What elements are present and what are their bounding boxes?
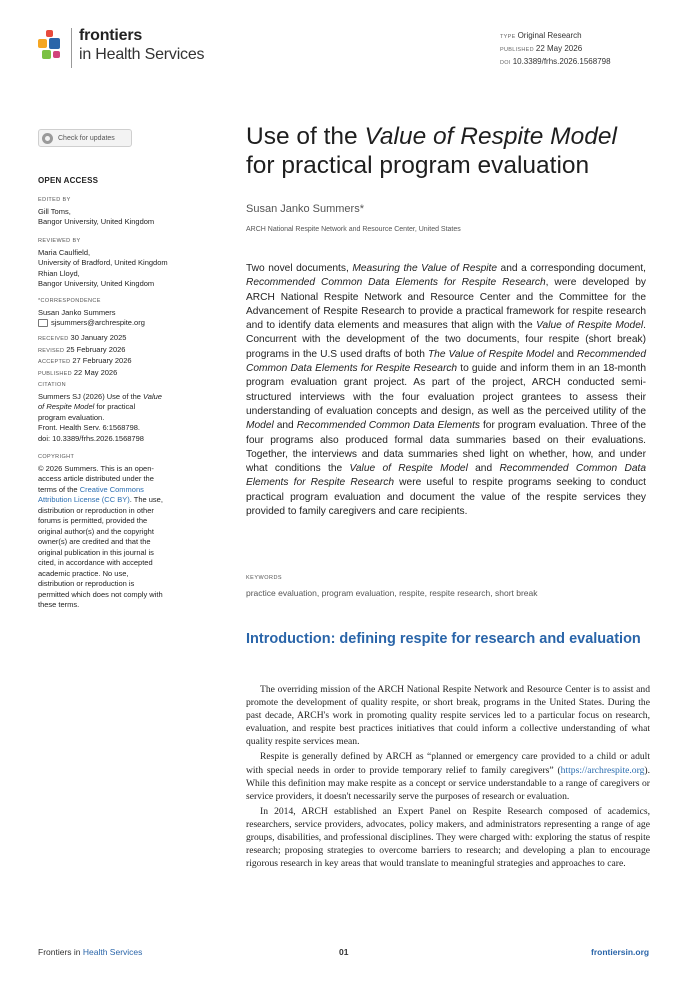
check-for-updates-button[interactable] xyxy=(38,129,132,147)
abstract-italic-run: Model xyxy=(246,420,274,432)
reviewer-name: Maria Caulfield, xyxy=(38,247,91,257)
abstract-run: and xyxy=(273,420,297,432)
published-date: 22 May 2026 xyxy=(73,367,118,377)
editor-affiliation: Bangor University, United Kingdom xyxy=(38,217,155,226)
correspondence-email[interactable]: sjsummers@archrespite.org xyxy=(51,318,145,327)
received-label: RECEIVED xyxy=(38,336,69,342)
open-access-label: OPEN ACCESS xyxy=(38,176,99,185)
abstract-run: and a corresponding document, xyxy=(497,263,646,274)
type-label: TYPE xyxy=(500,34,516,40)
published-date: 22 May 2026 xyxy=(535,44,583,53)
abstract-italic-run: Recommended Common Data Elements for Respite Research xyxy=(246,277,546,289)
dates-section xyxy=(38,333,203,379)
keywords: practice evaluation, program evaluation, respite, respite research, short break xyxy=(246,588,538,598)
page-number: 01 xyxy=(339,947,349,957)
article-meta xyxy=(500,30,611,69)
citation-text: Summers SJ (2026) Use of the Value of Respite Model for practical program evaluation. xyxy=(38,391,162,422)
revised-label: REVISED xyxy=(38,347,65,354)
abstract-italic-run: Measuring the Value of Respite xyxy=(352,263,497,274)
published-label: PUBLISHED xyxy=(38,370,72,377)
abstract-italic-run: Recommended Common Data Elements for Respite Research xyxy=(246,348,646,375)
correspondence-name: Susan Janko Summers xyxy=(38,307,116,317)
correspondence-section xyxy=(38,296,203,329)
abstract-run: to guide and inform them in an 18-month program evaluation grant project. As part of the project, ARCH conducted semi-structured interviews with the four evaluation project grantees to assess their understanding of evaluation concepts and design, as well as the perceived utility of the xyxy=(246,363,646,417)
accepted-label: ACCEPTED xyxy=(38,359,71,365)
edited-by-heading: EDITED BY xyxy=(38,197,71,203)
citation-doi: doi: 10.3389/frhs.2026.1568798 xyxy=(38,433,144,443)
paragraph: In 2014, ARCH established an Expert Panel on Respite Research composed of academics, researchers, service providers, advocates, policy makers, and administrators representing a range of age groups, disabilities, and professional disciplines. They were charged with: exploring the status of respite research; proposing strategies to overcome barriers to research; and developing a plan to encourage rigorous research in key areas that would translate to meaningful strategies and approaches to care. xyxy=(246,805,650,870)
paragraph: Respite is generally defined by ARCH as “planned or emergency care provided to a child or adult with special needs in order to provide temporary relief to family caregivers” (https://archrespite.org). While this definition may make respite as a concept or service understandable to a range of caregivers or service providers, it doesn't necessarily serve the purposes of research or evaluation. xyxy=(246,751,650,802)
article-title: Use of the Value of Respite Model for practical program evaluation xyxy=(246,123,617,179)
correspondence-heading: *CORRESPONDENCE xyxy=(38,298,101,304)
abstract xyxy=(246,262,646,519)
footer-journal: Frontiers in Health Services xyxy=(38,947,143,957)
paragraph: The overriding mission of the ARCH National Respite Network and Resource Center is to assist and promote the development of quality respite, or short break, programs in the United States. During the past decade, ARCH's work in promoting quality respite services led to a particular focus on research, evaluation, and respite best practices initiatives that could inform a collective understanding of what quality respite services mean. xyxy=(246,684,650,748)
citation-section xyxy=(38,380,163,444)
reviewed-by-heading: REVIEWED BY xyxy=(38,238,81,244)
abstract-italic-run: Value of Respite Model xyxy=(536,320,644,332)
edited-by-section xyxy=(38,195,203,228)
editor-name: Gill Toms, xyxy=(38,206,71,216)
check-updates-icon xyxy=(42,133,53,144)
abstract-italic-run: The Value of Respite Model xyxy=(427,348,554,360)
section-heading: Introduction: defining respite for research and evaluation xyxy=(246,631,641,647)
abstract-run: , were developed by ARCH National Respite Network and Resource Center and the Committee for the Advancement of Respite Research to provide a practical framework for respite research and to identify data elements and measures that align with the xyxy=(246,277,646,332)
citation-heading: CITATION xyxy=(38,382,67,388)
brand-name: frontiers xyxy=(79,27,143,44)
abstract-italic-run: Recommended Common Data Elements xyxy=(296,420,480,432)
revised-date: 25 February 2026 xyxy=(66,344,126,354)
author-affiliation: ARCH National Respite Network and Resource Center, United States xyxy=(246,226,461,233)
published-label: PUBLISHED xyxy=(500,47,534,53)
frontiers-logo-icon xyxy=(38,30,64,60)
mail-icon xyxy=(38,319,48,327)
abstract-run: and xyxy=(553,348,577,360)
reviewer-name: Rhian Lloyd, xyxy=(38,268,80,278)
article-type: Original Research xyxy=(517,31,582,40)
cc-license-link[interactable]: Creative Commons Attribution License (CC BY) xyxy=(38,484,144,504)
footer-site-link[interactable]: frontiersin.org xyxy=(591,947,650,957)
abstract-italic-run: Recommended Common Data Elements for Respite Research xyxy=(246,463,646,489)
received-date: 30 January 2025 xyxy=(70,333,127,342)
journal-name: in Health Services xyxy=(79,46,205,63)
check-for-updates-label: Check for updates xyxy=(58,134,115,142)
doi-label: DOI xyxy=(500,60,511,66)
archrespite-link[interactable]: https://archrespite.org xyxy=(560,764,645,776)
abstract-run: . Concurrent with the development of the two documents, four respite (short break) programs in the U.S used drafts of both xyxy=(246,320,646,360)
abstract-run: were useful to respite programs seeking to conduct practical program evaluation and document the value of the respite services they provided to family caregivers and care recipients. xyxy=(246,477,646,518)
keywords-heading: KEYWORDS xyxy=(246,575,283,581)
abstract-italic-run: Value of Respite Model xyxy=(349,463,468,475)
copyright-text: © 2026 Summers. This is an open-access article distributed under the terms of the Creative Commons Attribution License (CC BY). The use, distribution or reproduction in other forums is permitted, provided the original author(s) and the copyright owner(s) are credited and that the original publication in this journal is cited, in accordance with accepted academic practice. No use, distribution or reproduction is permitted which does not comply with these terms. xyxy=(38,463,163,609)
doi[interactable]: 10.3389/frhs.2026.1568798 xyxy=(512,57,611,66)
accepted-date: 27 February 2026 xyxy=(72,356,132,365)
reviewed-by-section xyxy=(38,236,203,290)
section-body xyxy=(246,683,650,872)
abstract-run: and xyxy=(467,463,500,475)
copyright-heading: COPYRIGHT xyxy=(38,454,75,460)
reviewer-affiliation: Bangor University, United Kingdom xyxy=(38,279,155,288)
reviewer-affiliation: University of Bradford, United Kingdom xyxy=(38,258,168,267)
brand-divider xyxy=(71,28,72,68)
abstract-run: Two novel documents, xyxy=(246,263,353,274)
copyright-section xyxy=(38,452,163,611)
citation-journal: Front. Health Serv. 6:1568798. xyxy=(38,423,141,432)
author-name[interactable]: Susan Janko Summers* xyxy=(246,203,364,215)
abstract-run: for program evaluation. Three of the four programs also produced formal data summaries based on their evaluations. Together, the interviews and data summaries shed light on whether, how, and under what conditions the xyxy=(246,420,646,475)
